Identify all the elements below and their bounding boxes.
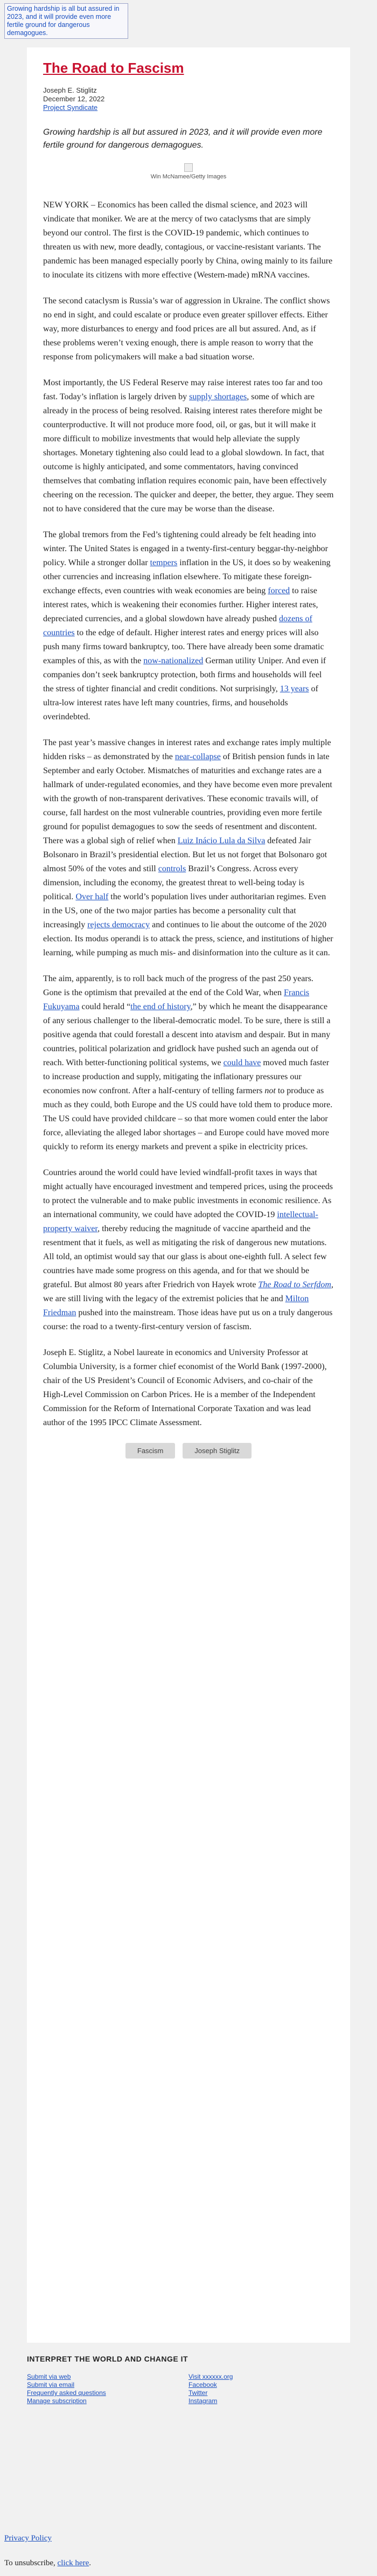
paragraph-text: defeated Jair Bolsonaro in Brazil’s presidential election. But let us not forget that Bolsonaro got almost 50% of the votes and still bbox=[43, 836, 327, 873]
inline-link[interactable]: supply shortages bbox=[189, 392, 247, 401]
article-paragraph bbox=[43, 1166, 334, 1334]
inline-link[interactable]: The Road to Serfdom bbox=[258, 1280, 331, 1289]
emphasis-text: not bbox=[264, 1086, 276, 1095]
article-paragraph bbox=[43, 528, 334, 724]
footer-heading: INTERPRET THE WORLD AND CHANGE IT bbox=[27, 2355, 188, 2363]
author-bio bbox=[43, 1346, 334, 1430]
paragraph-text: moved much faster to increase production and supply, mitigating the inflationary pressures our economies now confront. After a half-century of telling farmers bbox=[43, 1058, 330, 1095]
unsubscribe-line: To unsubscribe, click here. bbox=[4, 2559, 91, 2567]
broken-image-icon bbox=[184, 163, 193, 172]
inline-link[interactable]: controls bbox=[158, 864, 186, 873]
paragraph-text: to the edge of default. Higher interest rates and energy prices will also push many firms toward bankruptcy, too. There have already been some dramatic examples of this, as with the bbox=[43, 628, 324, 665]
paragraph-text: and continues to lie about the outcome of the 2020 election. Its modus operandi is to attack the press, science, and institutions of higher learning, while pumping as much mis- and disinformation into the culture as it can. bbox=[43, 920, 333, 957]
paragraph-text: Joseph E. Stiglitz, a Nobel laureate in economics and University Professor at Columbia University, is a former chief economist of the World Bank (1997-2000), chair of the US President’s Council of Economic Advisers, and co-chair of the High-Level Commission on Carbon Prices. He is a member of the Independent Commission for the Reform of International Corporate Taxation and was lead author of the 1995 IPCC Climate Assessment. bbox=[43, 1348, 327, 1427]
inline-link[interactable]: tempers bbox=[150, 558, 178, 567]
footer-link[interactable]: Facebook bbox=[188, 2381, 217, 2388]
article-body bbox=[43, 198, 334, 1430]
paragraph-text: The aim, apparently, is to roll back much of the progress of the past 250 years. Gone is the optimism that prevailed at the end of the Cold War, when bbox=[43, 974, 313, 997]
topic-tag[interactable]: Fascism bbox=[125, 1443, 175, 1459]
tag-list bbox=[43, 1443, 334, 1459]
privacy-policy-link[interactable]: Privacy Policy bbox=[4, 2534, 52, 2543]
article-deck: Growing hardship is all but assured in 2023, and it will provide even more fertile ground for dangerous demagogues. bbox=[43, 128, 323, 150]
paragraph-text: The global tremors from the Fed’s tightening could already be felt heading into winter. The United States is engaged in a twenty-first-century beggar-thy-neighbor policy. While a stronger dollar bbox=[43, 530, 329, 567]
article-paragraph bbox=[43, 376, 334, 516]
footer-link[interactable]: Submit via email bbox=[27, 2381, 75, 2388]
paragraph-text: could herald “ bbox=[79, 1002, 131, 1011]
bottom-links bbox=[4, 2532, 91, 2569]
unsubscribe-text: To unsubscribe, bbox=[4, 2559, 55, 2567]
inline-link[interactable]: forced bbox=[268, 586, 290, 595]
top-image-alt-text[interactable]: Growing hardship is all but assured in 2023, and it will provide even more fertile ground for dangerous demagogues. bbox=[4, 3, 128, 39]
footer-link[interactable]: Instagram bbox=[188, 2397, 218, 2405]
inline-link[interactable]: now-nationalized bbox=[143, 656, 204, 665]
paragraph-text: pushed into the mainstream. Those ideas have put us on a truly dangerous course: the road to a twenty-first-century version of fascism. bbox=[43, 1308, 333, 1331]
publish-date: December 12, 2022 bbox=[43, 95, 105, 103]
article-title[interactable]: The Road to Fascism bbox=[43, 60, 184, 76]
paragraph-text: German utility Uniper. And even if companies don’t seek bankruptcy protection, both firms and households will feel the stress of tighter financial and credit conditions. Not surprisingly, bbox=[43, 656, 326, 693]
publisher-link[interactable]: Project Syndicate bbox=[43, 103, 98, 112]
footer-right-links bbox=[188, 2373, 350, 2405]
article-paragraph bbox=[43, 294, 334, 364]
footer-link[interactable]: Submit via web bbox=[27, 2373, 71, 2380]
paragraph-text: of British pension funds in late September and early October. Mismatches of maturities and exchange rates are a hallmark of under-regulated economies, and they have become even more prevalent with the growth of non-transparent derivatives. These economic travails will, of course, fall hardest on the most vulnerable countries, providing even more fertile ground for populist demagogues to sow the seeds of resentment and discontent. There was a global sigh of relief when bbox=[43, 752, 332, 845]
inline-link[interactable]: intellectual-property waiver bbox=[43, 1210, 318, 1233]
footer bbox=[27, 2355, 350, 2405]
paragraph-text: , some of which are already in the process of being resolved. Raising interest rates therefore might be counterproductive. It will not produce more food, oil, or gas, but it will make it more difficult to mobilize investments that would help alleviate the supply shortages. Monetary tightening also could lead to a global slowdown. In fact, that outcome is highly anticipated, and some commentators, having convinced themselves that combating inflation requires economic pain, have been effectively cheering on the recession. The quicker and deeper, the better, they argue. They seem not to have considered that the cure may be worse than the disease. bbox=[43, 392, 334, 513]
footer-link[interactable]: Twitter bbox=[188, 2389, 208, 2397]
footer-link[interactable]: Manage subscription bbox=[27, 2397, 87, 2405]
article-paragraph bbox=[43, 972, 334, 1154]
paragraph-text: , thereby reducing the magnitude of vaccine apartheid and the resentment that it fuels, as well as mitigating the risk of dangerous new mutations. All told, an optimist would say that our glass is about one-eighth full. A select few countries have made some progress on this agenda, and for that we should be grateful. But almost 80 years after Friedrich von Hayek wrote bbox=[43, 1224, 327, 1289]
paragraph-text: Countries around the world could have levied windfall-profit taxes in ways that might actually have encouraged investment and tempered prices, using the proceeds to protect the vulnerable and to make public investments in economic resilience. As an international community, we could have adopted the COVID-19 bbox=[43, 1168, 333, 1219]
inline-link[interactable]: 13 years bbox=[280, 684, 309, 693]
inline-link[interactable]: near-collapse bbox=[174, 752, 221, 761]
inline-link[interactable]: the end of history bbox=[130, 1002, 191, 1011]
footer-link[interactable]: Frequently asked questions bbox=[27, 2389, 106, 2397]
paragraph-text: ,” by which he meant the disappearance of any serious challenger to the liberal-democratic model. To be sure, there is still a positive agenda that could forestall a descent into atavism and despair. But in many countries, political polarization and gridlock have pushed such an agenda out of reach. With better-functioning political systems, we bbox=[43, 1002, 331, 1067]
paragraph-text: Most importantly, the US Federal Reserve may raise interest rates too far and too fast. Today’s inflation is largely driven by bbox=[43, 378, 323, 401]
inline-link[interactable]: Over half bbox=[75, 892, 109, 901]
paragraph-text: The past year’s massive changes in interest rates and exchange rates imply multiple hidden risks – as demonstrated by the bbox=[43, 738, 331, 761]
hero-image bbox=[43, 163, 334, 180]
paragraph-text: inflation in the US, it does so by weakening other currencies and increasing inflation elsewhere. To mitigate these foreign-exchange effects, even countries with weak economies are being bbox=[43, 558, 331, 595]
paragraph-text: of ultra-low interest rates have left many countries, firms, and households overindebted. bbox=[43, 684, 318, 721]
paragraph-text: The second cataclysm is Russia’s war of aggression in Ukraine. The conflict shows no end in sight, and could escalate or produce even greater spillover effects. Either way, more disturbances to energy and food prices are all but assured. And, as if these problems weren’t vexing enough, there is ample reason to worry that the response from policymakers will make a bad situation worse. bbox=[43, 296, 330, 362]
paragraph-text: NEW YORK – Economics has been called the dismal science, and 2023 will vindicate that moniker. We are at the mercy of two cataclysms that are simply beyond our control. The first is the COVID-19 pandemic, which continues to threaten us with new, more deadly, contagious, or vaccine-resistant variants. The pandemic has been managed especially poorly by China, owing mainly to its failure to inoculate its citizens with more effective (Western-made) mRNA vaccines. bbox=[43, 200, 333, 280]
inline-link[interactable]: Milton Friedman bbox=[43, 1294, 309, 1317]
image-credit: Win McNamee/Getty Images bbox=[150, 173, 227, 180]
paragraph-text: , we are still living with the legacy of the extremist policies that he and bbox=[43, 1280, 333, 1303]
article-meta bbox=[43, 86, 334, 112]
inline-link[interactable]: Francis Fukuyama bbox=[43, 988, 310, 1011]
topic-tag[interactable]: Joseph Stiglitz bbox=[183, 1443, 252, 1459]
article-card bbox=[27, 47, 350, 2343]
inline-link[interactable]: Luiz Inácio Lula da Silva bbox=[177, 836, 266, 845]
author-name: Joseph E. Stiglitz bbox=[43, 86, 97, 94]
article-paragraph bbox=[43, 736, 334, 960]
article-paragraph bbox=[43, 198, 334, 282]
inline-link[interactable]: rejects democracy bbox=[87, 920, 150, 929]
unsubscribe-link[interactable]: click here bbox=[57, 2559, 89, 2567]
footer-left-links bbox=[27, 2373, 188, 2405]
inline-link[interactable]: dozens of countries bbox=[43, 614, 312, 637]
inline-link[interactable]: could have bbox=[223, 1058, 261, 1067]
paragraph-text: to produce as much as they could, both Europe and the US could have told them to produce more. The US could have provided childcare – so that more women could enter the labor force, alleviating the alleged labor shortages – and Europe could have moved more quickly to reform its energy markets and prevent a spike in electricity prices. bbox=[43, 1086, 333, 1151]
paragraph-text: to raise interest rates, which is weakening their economies further. Higher interest rates, depreciated currencies, and a global slowdown have already pushed bbox=[43, 586, 318, 623]
footer-link[interactable]: Visit xxxxxx.org bbox=[188, 2373, 233, 2380]
paragraph-text: the world’s population lives under authoritarian regimes. Even in the US, one of the two major parties has become a personality cult that increasingly bbox=[43, 892, 326, 929]
paragraph-text: Brazil’s Congress. Across every dimension, including the economy, the greatest threat to well-being today is political. bbox=[43, 864, 305, 901]
